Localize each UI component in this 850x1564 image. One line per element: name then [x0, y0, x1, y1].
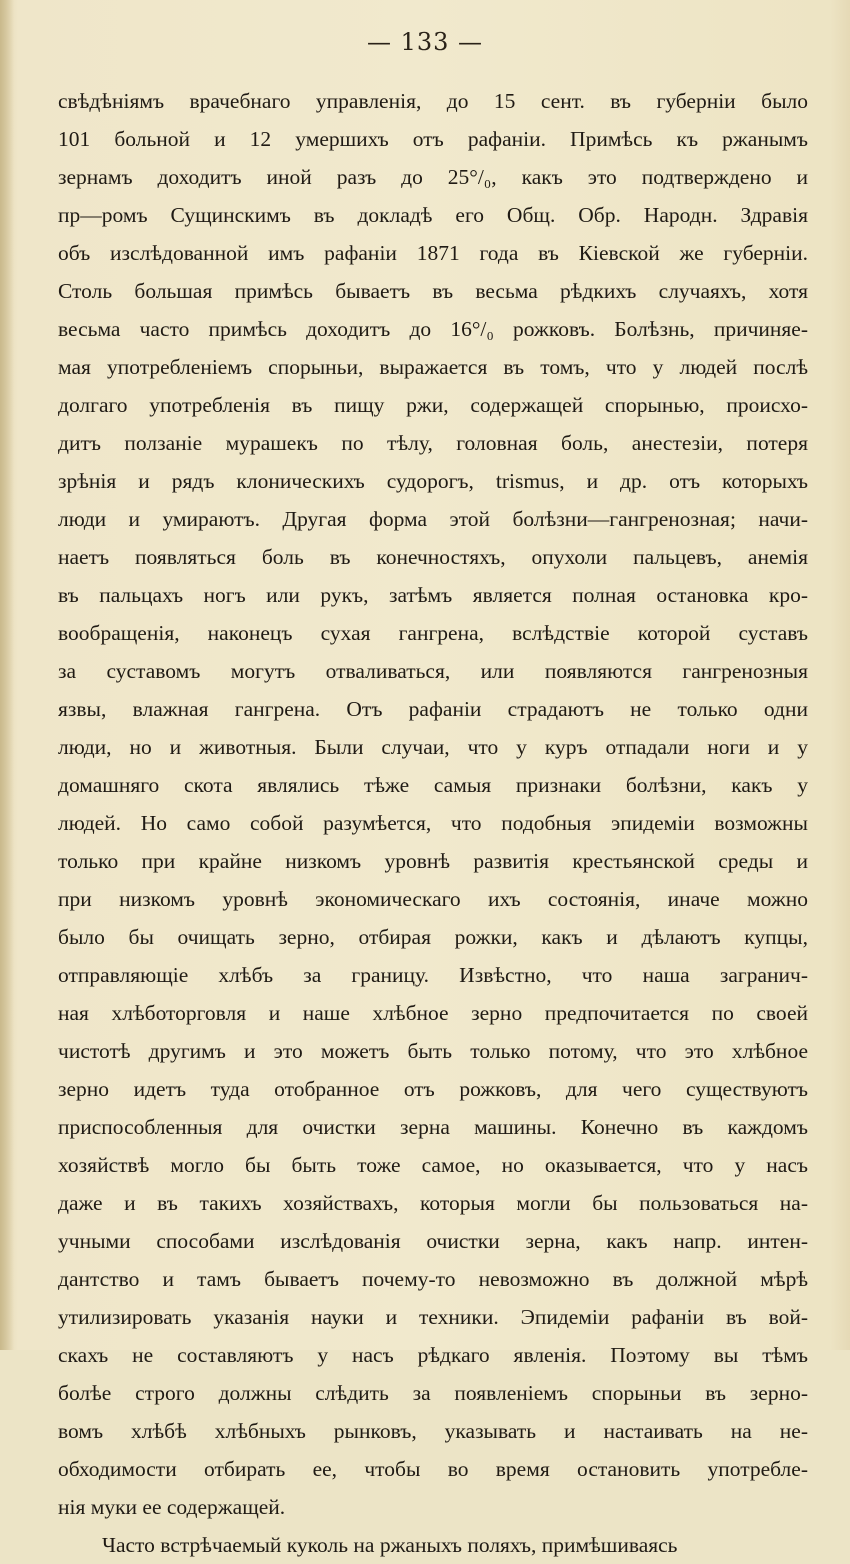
- page-edge-shadow: [0, 0, 14, 1350]
- text-line: чистотѣ другимъ и это можетъ быть только потому, что это хлѣбное: [58, 1039, 808, 1063]
- page-number: — 133 —: [366, 28, 484, 56]
- text-line: вообращенія, наконецъ сухая гангрена, вслѣдствіе которой суставъ: [58, 621, 808, 645]
- text-line: мая употребленіемъ спорыньи, выражается въ томъ, что у людей послѣ: [58, 355, 808, 379]
- text-line: объ изслѣдованной имъ рафаніи 1871 года въ Кіевской же губерніи.: [58, 241, 808, 265]
- text-line: приспособленныя для очистки зерна машины. Конечно въ каждомъ: [58, 1115, 808, 1139]
- text-line: наетъ появляться боль въ конечностяхъ, опухоли пальцевъ, анемія: [58, 545, 808, 569]
- text-line: пр—ромъ Сущинскимъ въ докладѣ его Общ. Обр. Народн. Здравія: [58, 203, 808, 227]
- text-line: при низкомъ уровнѣ экономическаго ихъ состоянія, иначе можно: [58, 887, 808, 911]
- text-line: людей. Но само собой разумѣется, что подобныя эпидеміи возможны: [58, 811, 808, 835]
- text-line: болѣе строго должны слѣдить за появленіемъ спорыньи въ зерно-: [58, 1381, 808, 1405]
- text-line: было бы очищать зерно, отбирая рожки, какъ и дѣлаютъ купцы,: [58, 925, 808, 949]
- text-line: скахъ не составляютъ у насъ рѣдкаго явленія. Поэтому вы тѣмъ: [58, 1343, 808, 1367]
- text-line: домашняго скота являлись тѣже самыя признаки болѣзни, какъ у: [58, 773, 808, 797]
- text-line: въ пальцахъ ногъ или рукъ, затѣмъ является полная остановка кро-: [58, 583, 808, 607]
- text-line: даже и въ такихъ хозяйствахъ, которыя могли бы пользоваться на-: [58, 1191, 808, 1215]
- text-line: весьма часто примѣсь доходитъ до 16°/₀ рожковъ. Болѣзнь, причиняе-: [58, 317, 808, 341]
- text-line: обходимости отбирать ее, чтобы во время остановить употребле-: [58, 1457, 808, 1481]
- text-line: Столь большая примѣсь бываетъ въ весьма рѣдкихъ случаяхъ, хотя: [58, 279, 808, 303]
- text-line: хозяйствѣ могло бы быть тоже самое, но оказывается, что у насъ: [58, 1153, 808, 1177]
- text-line: за суставомъ могутъ отваливаться, или появляются гангренозныя: [58, 659, 808, 683]
- body-text: [58, 82, 808, 1564]
- text-line: отправляющіе хлѣбъ за границу. Извѣстно, что наша загранич-: [58, 963, 808, 987]
- text-line: зернамъ доходитъ иной разъ до 25°/₀, какъ это подтверждено и: [58, 165, 808, 189]
- text-line: люди, но и животныя. Были случаи, что у куръ отпадали ноги и у: [58, 735, 808, 759]
- text-line: только при крайне низкомъ уровнѣ развитія крестьянской среды и: [58, 849, 808, 873]
- text-line: свѣдѣніямъ врачебнаго управленія, до 15 сент. въ губерніи было: [58, 89, 808, 113]
- text-line: дитъ ползаніе мурашекъ по тѣлу, головная боль, анестезіи, потеря: [58, 431, 808, 455]
- paragraph-start-line: Часто встрѣчаемый куколь на ржаныхъ поляхъ, примѣшиваясь: [102, 1533, 678, 1557]
- text-line: дантство и тамъ бываетъ почему-то невозможно въ должной мѣрѣ: [58, 1267, 808, 1291]
- text-line: зрѣнія и рядъ клоническихъ судорогъ, trismus, и др. отъ которыхъ: [58, 469, 808, 493]
- text-line: учными способами изслѣдованія очистки зерна, какъ напр. интен-: [58, 1229, 808, 1253]
- text-line: утилизировать указанія науки и техники. Эпидеміи рафаніи въ вой-: [58, 1305, 808, 1329]
- text-line: зерно идетъ туда отобранное отъ рожковъ, для чего существуютъ: [58, 1077, 808, 1101]
- text-line: люди и умираютъ. Другая форма этой болѣзни—гангренозная; начи-: [58, 507, 808, 531]
- text-line: язвы, влажная гангрена. Отъ рафаніи страдаютъ не только одни: [58, 697, 808, 721]
- text-line: вомъ хлѣбѣ хлѣбныхъ рынковъ, указывать и настаивать на не-: [58, 1419, 808, 1443]
- paragraph-end-line: нія муки ее содержащей.: [58, 1495, 286, 1519]
- text-line: долгаго употребленія въ пищу ржи, содержащей спорынью, происхо-: [58, 393, 808, 417]
- text-line: 101 больной и 12 умершихъ отъ рафаніи. Примѣсь къ ржанымъ: [58, 127, 808, 151]
- text-line: ная хлѣботорговля и наше хлѣбное зерно предпочитается по своей: [58, 1001, 808, 1025]
